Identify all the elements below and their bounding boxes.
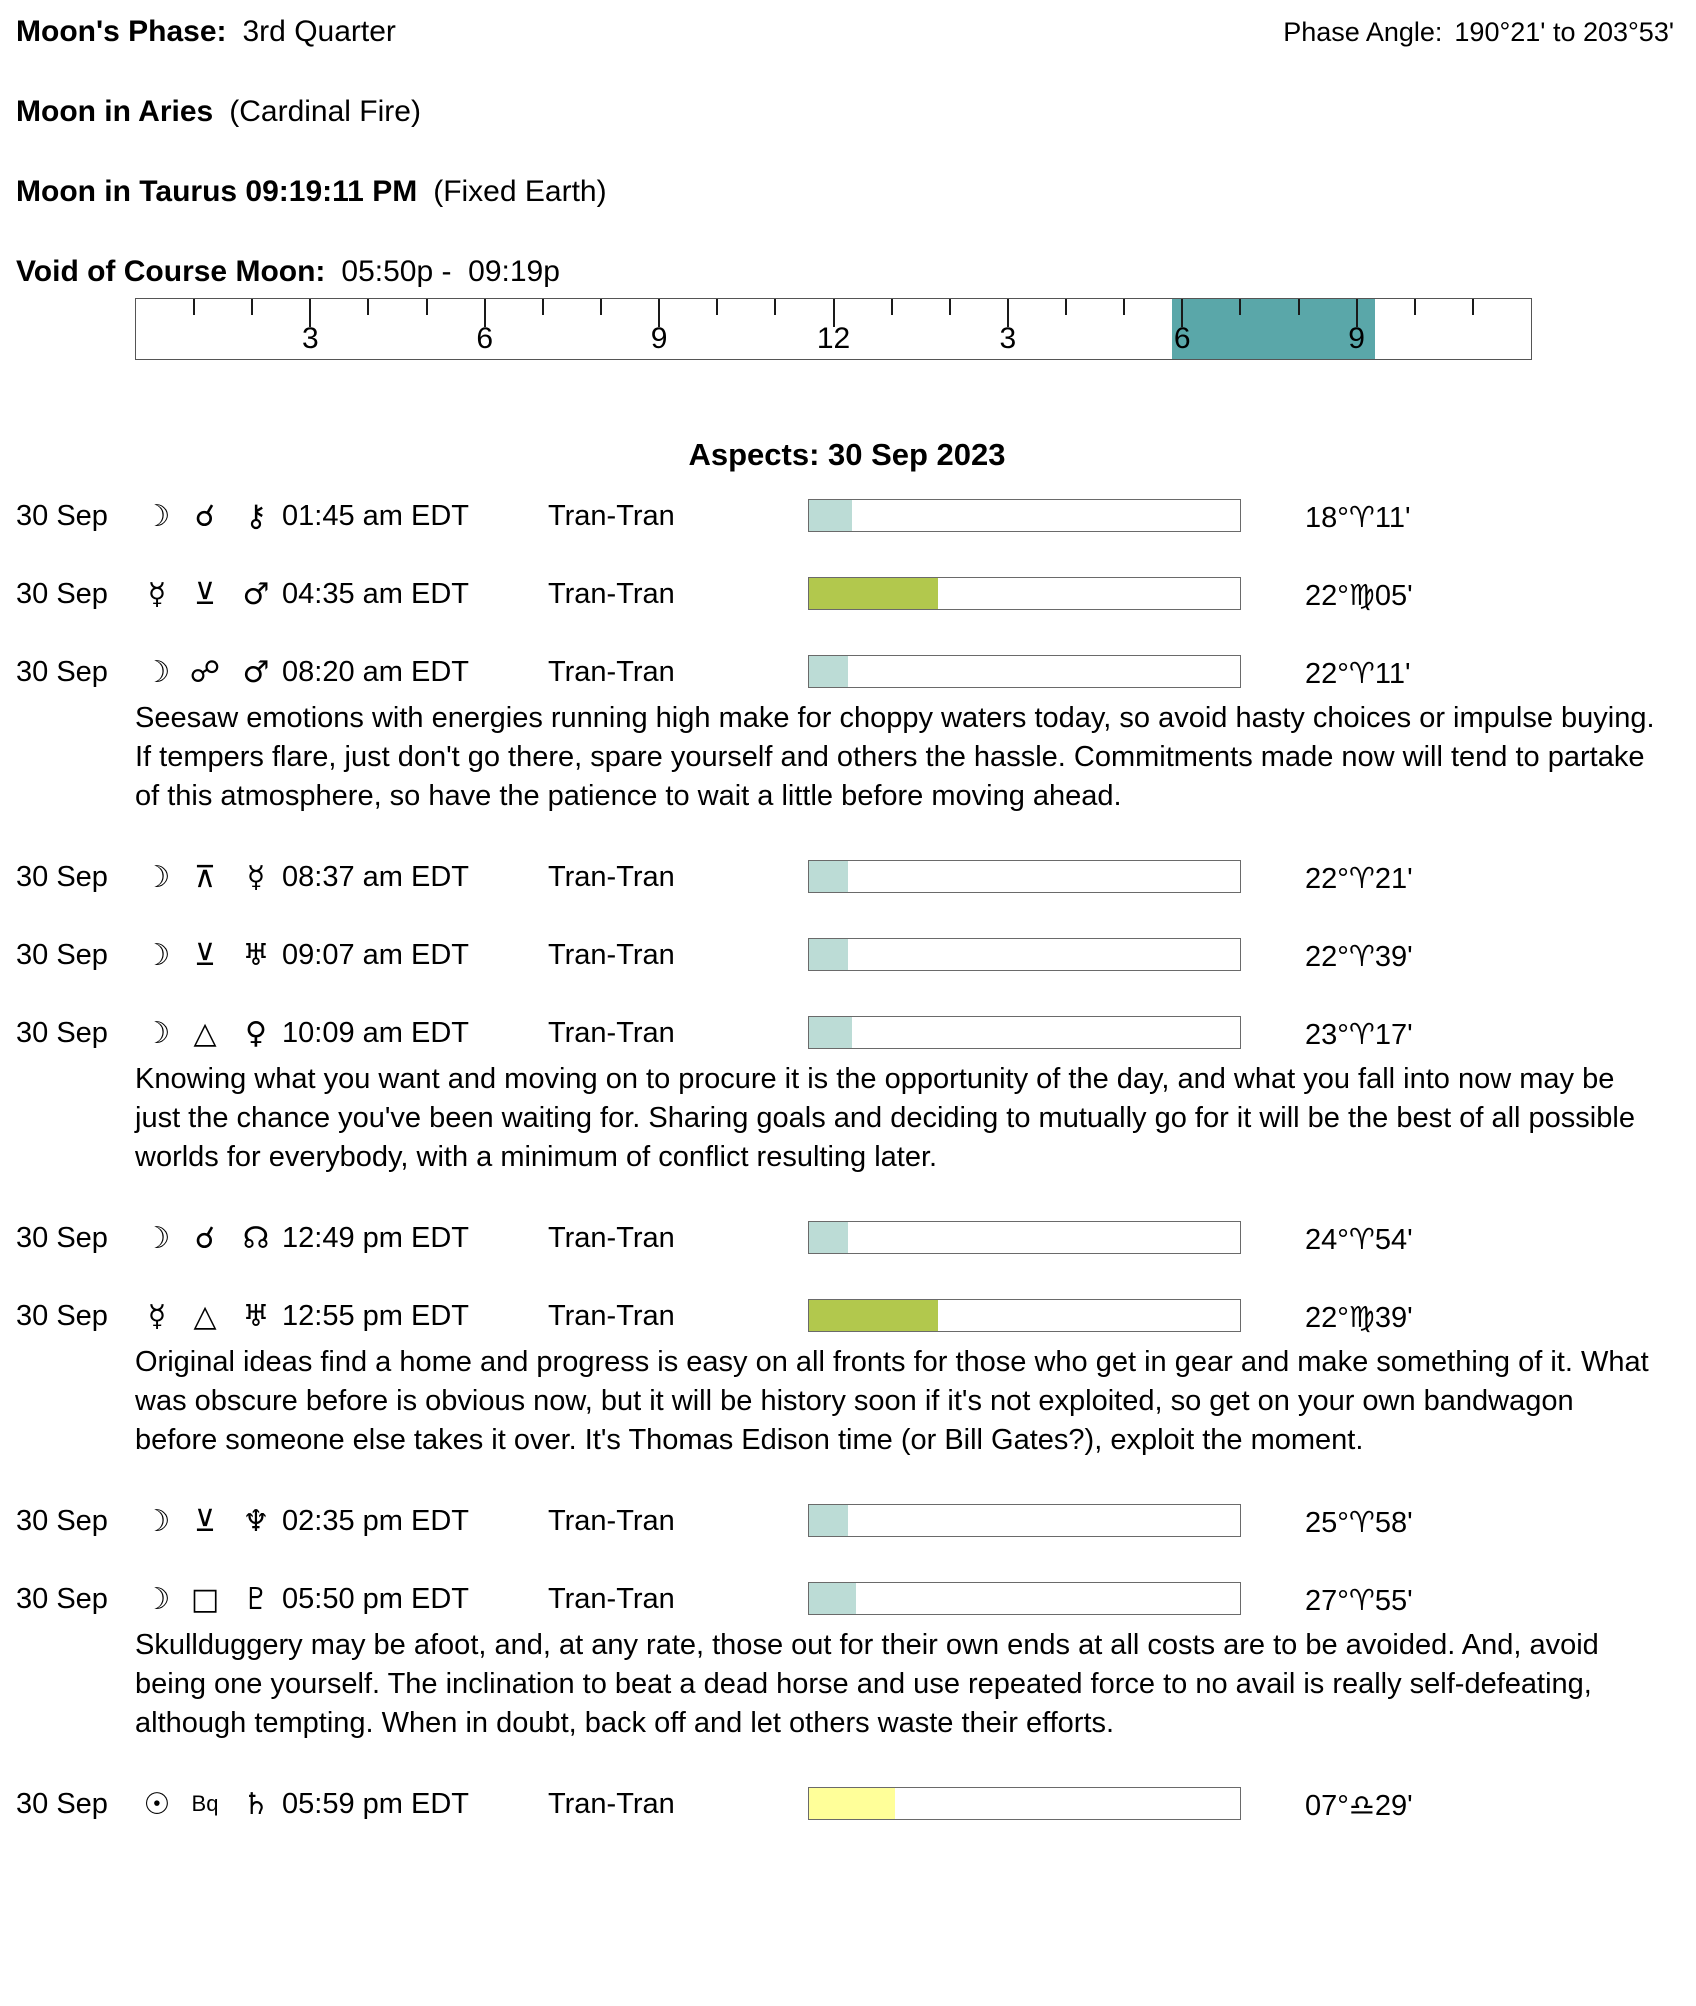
aspect-date: 30 Sep: [16, 499, 108, 532]
mercury-icon: ☿: [147, 1298, 167, 1334]
aspect-interpretation: Original ideas find a home and progress is easy on all fronts for those who get in gear and make something of it. What was obscure before is obvious now, but it will be history soon if it's not exploited, so get on your own bandwagon before someone else takes it over. It's Thomas Edison time (or Bill Gates?), exploit the moment.: [135, 1346, 1649, 1456]
orb-bar-fill: [809, 656, 848, 687]
ruler-tick: [774, 299, 776, 315]
mercury-icon: ☿: [246, 859, 266, 895]
moon-icon: ☽: [143, 859, 171, 895]
aspect-time: 08:20 am EDT: [282, 655, 469, 688]
aspect-degree: 22°♈39': [1305, 941, 1413, 973]
ruler-tick: [1298, 299, 1300, 315]
uranus-icon: ♅: [242, 1298, 270, 1334]
phase-angle-value: 190°21' to 203°53': [1454, 17, 1674, 47]
aspect-time: 01:45 am EDT: [282, 499, 469, 532]
orb-bar-fill: [809, 1017, 852, 1048]
aspect-time: 04:35 am EDT: [282, 577, 469, 610]
ruler-hour-label: 9: [650, 322, 668, 355]
aspect-row-main: [16, 1787, 1678, 1821]
aspect-degree: 25°♈58': [1305, 1507, 1413, 1539]
moon-icon: ☽: [143, 1503, 171, 1539]
aspect-row: [16, 1582, 1678, 1743]
trine-icon: △: [193, 1015, 217, 1051]
ruler-hour-label: 6: [1173, 322, 1191, 355]
ruler-tick: [716, 299, 718, 315]
aspect-row: [16, 1787, 1678, 1821]
mars-icon: ♂: [242, 576, 270, 612]
aspect-type: Tran-Tran: [548, 1016, 675, 1049]
semi-sextile-icon: ⊻: [194, 576, 216, 612]
aspect-interpretation: Skullduggery may be afoot, and, at any rate, those out for their own ends at all costs are to be avoided. And, avoid being one yourself. The inclination to beat a dead horse and use repeated force to no avail is really self-defeating, although tempting. When in doubt, back off and let others waste their efforts.: [135, 1629, 1599, 1739]
aspect-date: 30 Sep: [16, 1016, 108, 1049]
biquintile-icon: Bq: [191, 1791, 219, 1816]
orb-bar: [808, 938, 1241, 971]
aspect-date: 30 Sep: [16, 655, 108, 688]
ruler-tick: [193, 299, 195, 315]
moons-phase-label: Moon's Phase:: [16, 15, 227, 48]
aspect-date: 30 Sep: [16, 860, 108, 893]
saturn-icon: ♄: [242, 1786, 270, 1822]
aspect-date: 30 Sep: [16, 1504, 108, 1537]
conjunction-icon: ☌: [194, 1220, 216, 1256]
moons-phase-value: 3rd Quarter: [242, 15, 396, 48]
ruler-hour-label: 9: [1348, 322, 1365, 355]
aspect-type: Tran-Tran: [548, 1582, 675, 1615]
aspect-row-main: [16, 655, 1678, 689]
ruler-tick: [251, 299, 253, 315]
aspect-row: [16, 860, 1678, 894]
aspect-type: Tran-Tran: [548, 577, 675, 610]
aspect-degree: 22°♈21': [1305, 863, 1413, 895]
aspect-type: Tran-Tran: [548, 1787, 675, 1820]
orb-bar: [808, 1299, 1241, 1332]
orb-bar-fill: [809, 1222, 848, 1253]
ruler-tick: [891, 299, 893, 315]
ruler-tick: [542, 299, 544, 315]
voc-label: Void of Course Moon:: [16, 255, 326, 288]
moon-sign-line-2: [16, 174, 1678, 210]
moon-icon: ☽: [143, 1581, 171, 1617]
orb-bar: [808, 655, 1241, 688]
aspect-row-main: [16, 1504, 1678, 1538]
aspect-row-main: [16, 860, 1678, 894]
aspect-time: 05:59 pm EDT: [282, 1787, 469, 1820]
aspect-row-main: [16, 577, 1678, 611]
moon-icon: ☽: [143, 1015, 171, 1051]
orb-bar: [808, 1787, 1241, 1820]
ruler-tick: [949, 299, 951, 315]
mercury-icon: ☿: [147, 576, 167, 612]
aspect-type: Tran-Tran: [548, 938, 675, 971]
moon-sign-2-quality: (Fixed Earth): [433, 175, 607, 208]
orb-bar-fill: [809, 1583, 856, 1614]
orb-bar: [808, 1582, 1241, 1615]
orb-bar: [808, 499, 1241, 532]
aspect-type: Tran-Tran: [548, 1221, 675, 1254]
aspect-time: 05:50 pm EDT: [282, 1582, 469, 1615]
moons-phase-line: [16, 14, 396, 50]
aspect-time: 12:49 pm EDT: [282, 1221, 469, 1254]
aspect-row-main: [16, 1299, 1678, 1333]
moon-icon: ☽: [143, 1220, 171, 1256]
aspect-degree: 22°♍39': [1305, 1302, 1413, 1334]
orb-bar-fill: [809, 1300, 938, 1331]
phase-angle: [1283, 14, 1678, 50]
aspect-row: [16, 655, 1678, 816]
sun-icon: ☉: [143, 1786, 171, 1822]
orb-bar: [808, 1221, 1241, 1254]
phase-angle-label: Phase Angle:: [1283, 17, 1443, 47]
opposition-icon: ☍: [189, 654, 221, 690]
trine-icon: △: [193, 1298, 217, 1334]
square-icon: □: [190, 1581, 220, 1617]
aspect-date: 30 Sep: [16, 1787, 108, 1820]
aspect-row-main: [16, 1016, 1678, 1050]
aspect-rows: [16, 499, 1678, 1821]
ruler-tick: [600, 299, 602, 315]
aspect-row-main: [16, 938, 1678, 972]
orb-bar-fill: [809, 1505, 848, 1536]
aspect-degree: 18°♈11': [1305, 502, 1411, 534]
mars-icon: ♂: [242, 654, 270, 690]
moon-sign-2: Moon in Taurus 09:19:11 PM: [16, 175, 418, 208]
uranus-icon: ♅: [242, 937, 270, 973]
orb-bar-fill: [809, 500, 852, 531]
moon-icon: ☽: [143, 654, 171, 690]
moon-sign-1-quality: (Cardinal Fire): [229, 95, 421, 128]
aspect-type: Tran-Tran: [548, 1504, 675, 1537]
chiron-icon: ⚷: [245, 498, 267, 534]
orb-bar: [808, 1016, 1241, 1049]
conjunction-icon: ☌: [194, 498, 216, 534]
ruler-hour-label: 6: [476, 322, 494, 355]
orb-bar: [808, 1504, 1241, 1537]
aspect-row: [16, 1221, 1678, 1255]
aspect-row-main: [16, 1221, 1678, 1255]
aspect-date: 30 Sep: [16, 1582, 108, 1615]
semi-sextile-icon: ⊻: [194, 937, 216, 973]
void-of-course-line: [16, 254, 1678, 290]
orb-bar-fill: [809, 1788, 895, 1819]
ruler-hour-label: 12: [816, 322, 851, 355]
aspect-time: 08:37 am EDT: [282, 860, 469, 893]
aspect-row: [16, 1299, 1678, 1460]
aspect-row: [16, 938, 1678, 972]
north-node-icon: ☊: [242, 1220, 270, 1256]
voc-value: 05:50p - 09:19p: [341, 255, 560, 288]
pluto-icon: ♇: [242, 1581, 270, 1617]
aspect-date: 30 Sep: [16, 577, 108, 610]
ruler-tick: [1239, 299, 1241, 315]
aspect-date: 30 Sep: [16, 1299, 108, 1332]
moon-sign-1: Moon in Aries: [16, 95, 214, 128]
ruler-tick: [426, 299, 428, 315]
ruler-tick: [1414, 299, 1416, 315]
ruler-tick: [1123, 299, 1125, 315]
aspect-degree: 22°♈11': [1305, 658, 1411, 690]
ruler-hour-label: 3: [302, 322, 319, 355]
aspects-title: Aspects: 30 Sep 2023: [688, 437, 1006, 472]
aspect-time: 10:09 am EDT: [282, 1016, 469, 1049]
aspect-row: [16, 577, 1678, 611]
aspect-degree: 27°♈55': [1305, 1585, 1413, 1617]
aspect-degree: 22°♍05': [1305, 580, 1413, 612]
ruler-tick: [1472, 299, 1474, 315]
ruler-tick: [367, 299, 369, 315]
voc-highlight: [1172, 299, 1375, 359]
semi-sextile-icon: ⊻: [194, 1503, 216, 1539]
orb-bar: [808, 577, 1241, 610]
voc-ruler: [135, 298, 1532, 360]
neptune-icon: ♆: [242, 1503, 270, 1539]
aspect-time: 12:55 pm EDT: [282, 1299, 469, 1332]
moon-icon: ☽: [143, 937, 171, 973]
ruler-hour-label: 3: [999, 322, 1017, 355]
moon-sign-line-1: [16, 94, 1678, 130]
aspect-type: Tran-Tran: [548, 860, 675, 893]
moon-icon: ☽: [143, 498, 171, 534]
orb-bar: [808, 860, 1241, 893]
aspect-date: 30 Sep: [16, 1221, 108, 1254]
aspect-degree: 24°♈54': [1305, 1224, 1413, 1256]
aspect-type: Tran-Tran: [548, 499, 675, 532]
aspect-time: 09:07 am EDT: [282, 938, 469, 971]
quincunx-icon: ⊼: [194, 859, 216, 895]
aspect-time: 02:35 pm EDT: [282, 1504, 469, 1537]
ruler-tick: [1065, 299, 1067, 315]
aspect-row-main: [16, 499, 1678, 533]
aspect-degree: 23°♈17': [1305, 1019, 1413, 1051]
aspect-row: [16, 499, 1678, 533]
orb-bar-fill: [809, 939, 848, 970]
aspect-interpretation: Seesaw emotions with energies running high make for choppy waters today, so avoid hasty choices or impulse buying. If tempers flare, just don't go there, spare yourself and others the hassle. Commitments made now will tend to partake of this atmosphere, so have the patience to wait a little before moving ahead.: [135, 702, 1655, 812]
aspect-interpretation: Knowing what you want and moving on to procure it is the opportunity of the day, and what you fall into now may be just the chance you've been waiting for. Sharing goals and deciding to mutually go for it will be the best of all possible worlds for everybody, with a minimum of conflict resulting later.: [135, 1063, 1635, 1173]
aspect-degree: 07°♎29': [1305, 1790, 1413, 1822]
aspect-type: Tran-Tran: [548, 655, 675, 688]
aspect-date: 30 Sep: [16, 938, 108, 971]
orb-bar-fill: [809, 578, 938, 609]
aspect-row: [16, 1504, 1678, 1538]
aspect-row-main: [16, 1582, 1678, 1616]
orb-bar-fill: [809, 861, 848, 892]
aspect-row: [16, 1016, 1678, 1177]
aspect-type: Tran-Tran: [548, 1299, 675, 1332]
venus-icon: ♀: [245, 1015, 267, 1051]
